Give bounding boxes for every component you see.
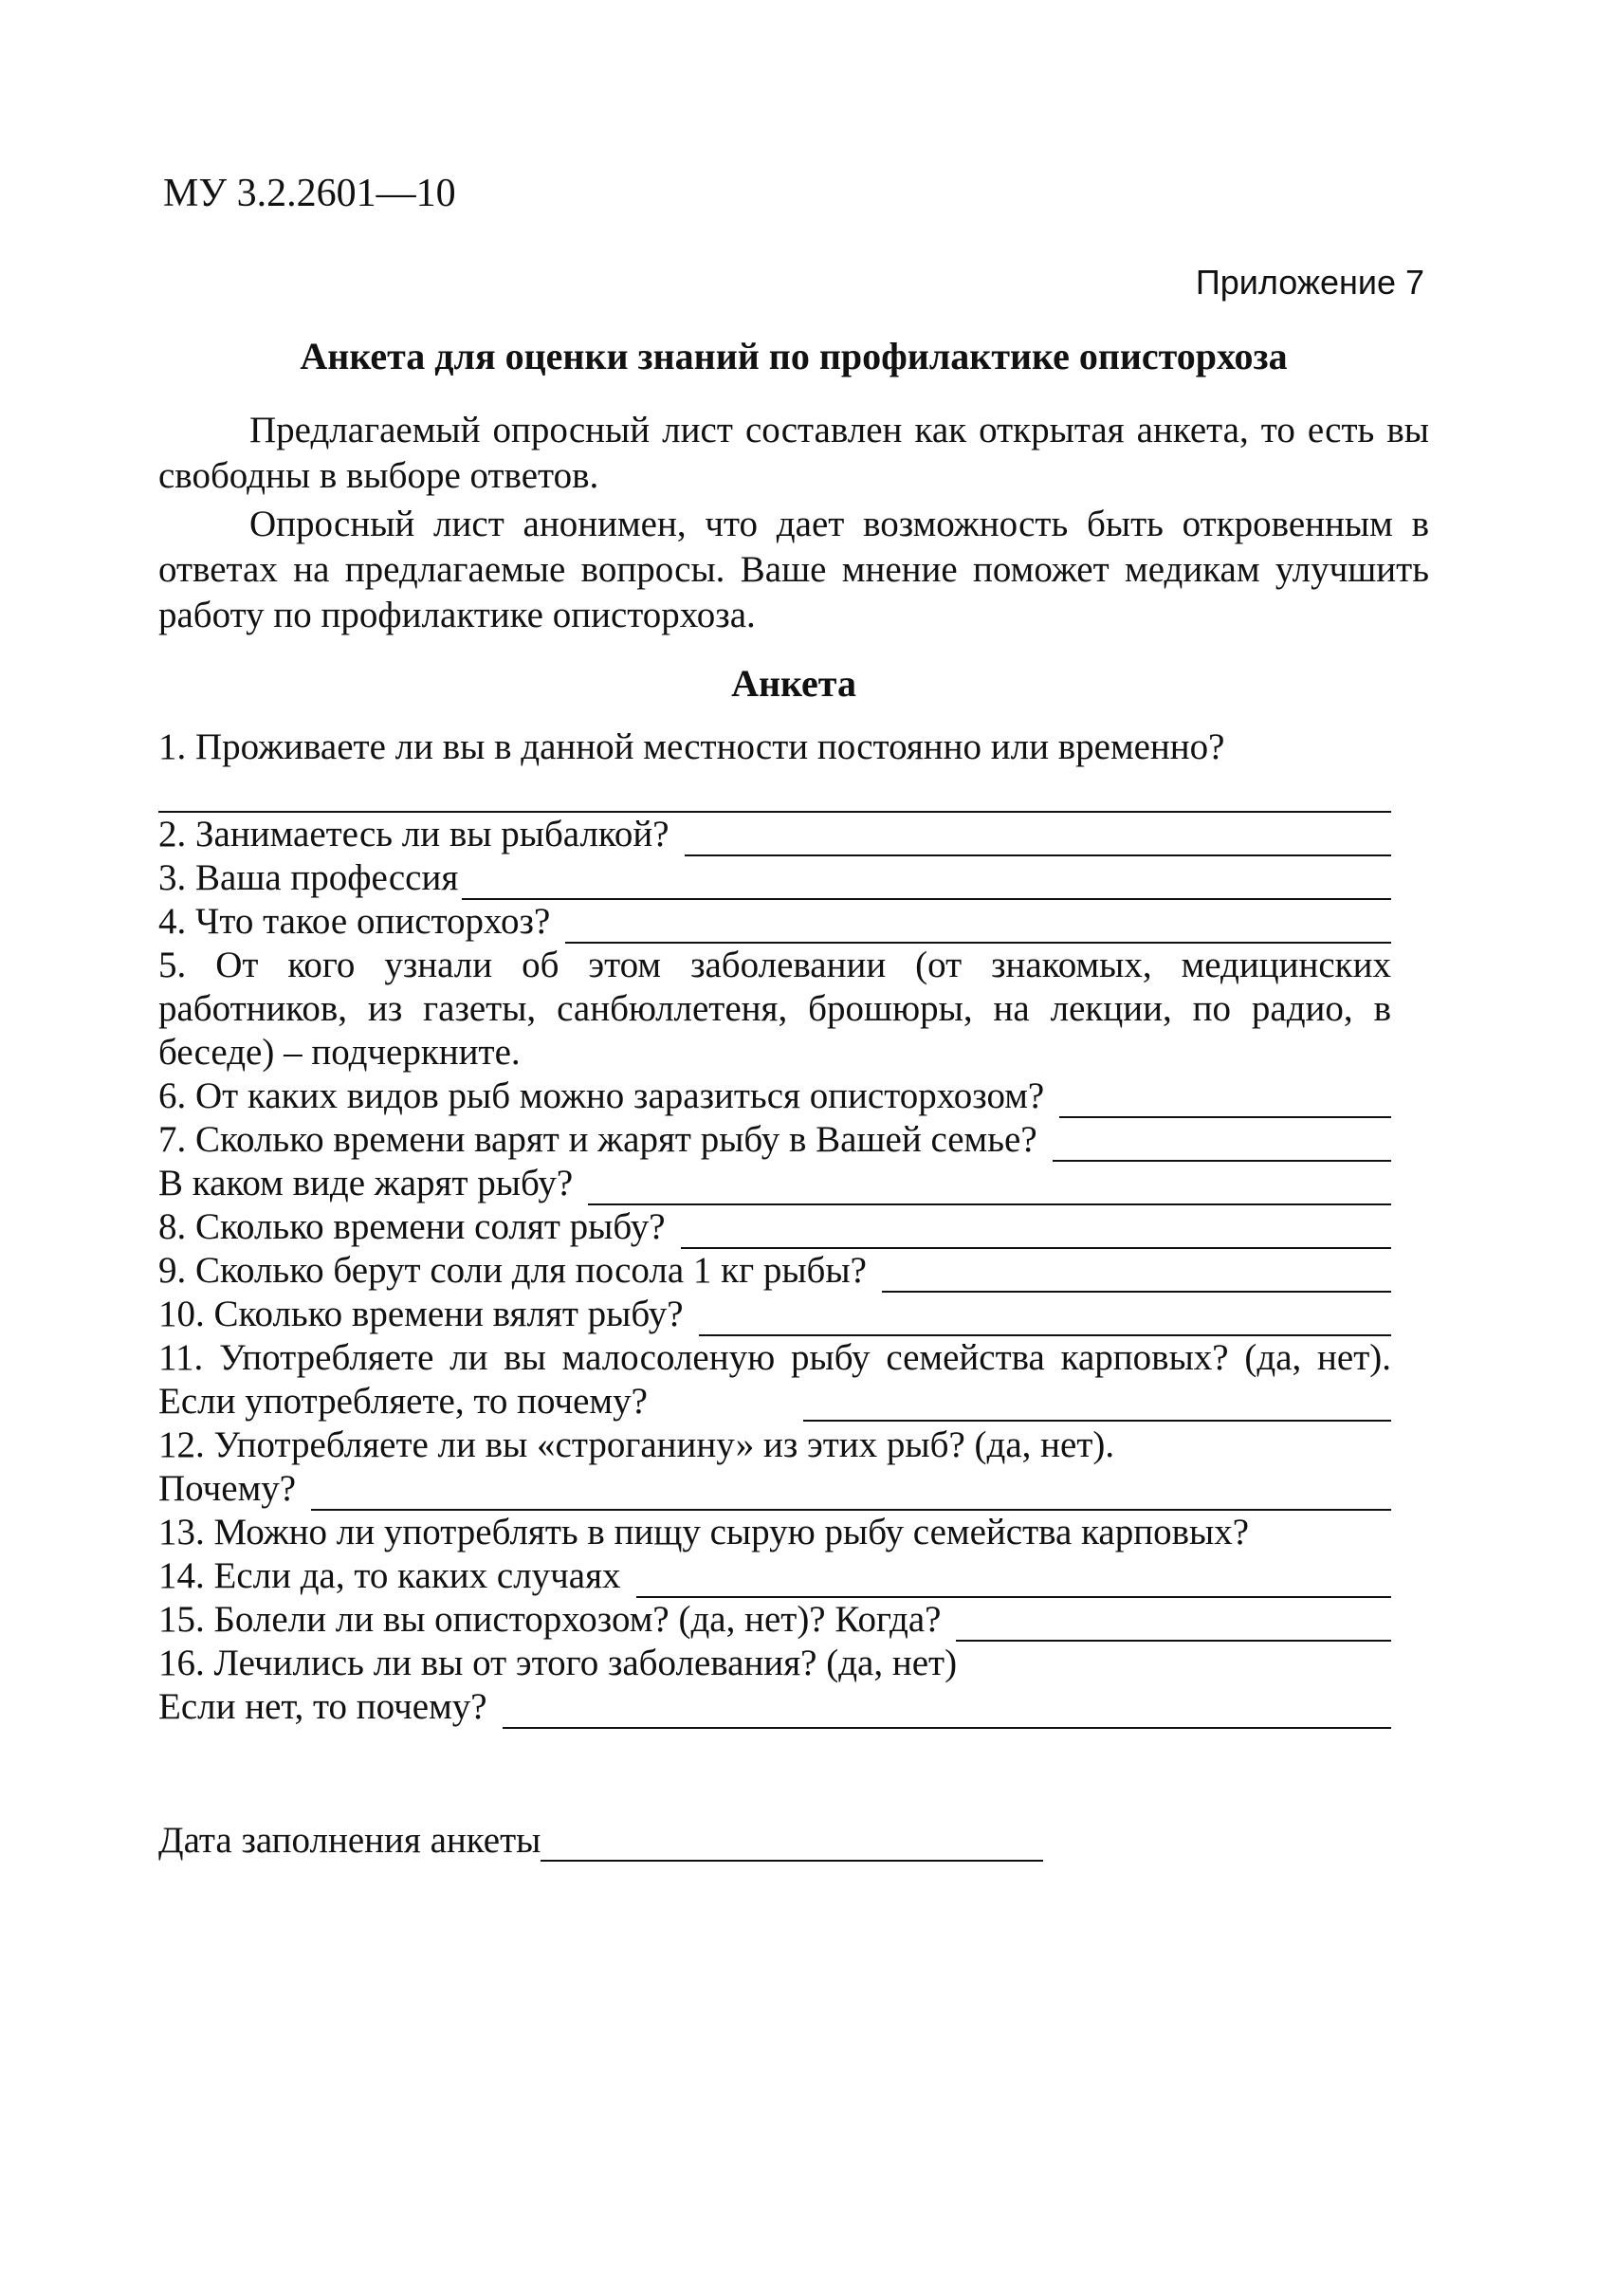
- questionnaire-heading: Анкета: [731, 662, 856, 705]
- answer-line-7b[interactable]: [588, 1169, 1391, 1205]
- question-11-text: 11. Употребляете ли вы малосоленую рыбу семейства карповых? (да, нет). Если употребляете, то почему?: [158, 1337, 1391, 1422]
- intro-paragraph-2: Опросный лист анонимен, что дает возможность быть откровенным в ответах на предлагаемые вопросы. Ваше мнение поможет медикам улучшить работу по профилактике описторхоза.: [158, 504, 1429, 635]
- answer-line-4[interactable]: [565, 908, 1391, 944]
- question-12-text: 12. Употребляете ли вы «строганину» из этих рыб? (да, нет).: [158, 1424, 1115, 1465]
- answer-line-11[interactable]: [803, 1420, 1391, 1422]
- question-9-text: 9. Сколько берут соли для посола 1 кг рыбы?: [158, 1250, 867, 1291]
- intro-paragraph-1: Предлагаемый опросный лист составлен как открытая анкета, то есть вы свободны в выборе ответов.: [158, 410, 1429, 496]
- question-14-text: 14. Если да, то каких случаях: [158, 1555, 621, 1596]
- question-12b: [158, 1467, 1429, 1511]
- question-16-text: 16. Лечились ли вы от этого заболевания? (да, нет): [158, 1643, 958, 1683]
- question-4-text: 4. Что такое описторхоз?: [158, 901, 551, 942]
- question-15: [158, 1598, 1429, 1642]
- fill-date-label: Дата заполнения анкеты: [158, 1820, 541, 1861]
- answer-line-10[interactable]: [699, 1300, 1391, 1336]
- question-10: [158, 1293, 1429, 1336]
- answer-line-7[interactable]: [1053, 1126, 1391, 1162]
- answer-line-16[interactable]: [503, 1693, 1391, 1729]
- questions-list: [158, 726, 1429, 1729]
- question-7b: [158, 1162, 1429, 1205]
- answer-line-6[interactable]: [1059, 1082, 1391, 1118]
- question-16: [158, 1642, 1429, 1685]
- question-1-answer-row: [158, 769, 1429, 813]
- question-13-text: 13. Можно ли употреблять в пищу сырую рыбу семейства карповых?: [158, 1512, 1250, 1552]
- question-1: [158, 726, 1429, 769]
- page-title: Анкета для оценки знаний по профилактике описторхоза: [300, 335, 1288, 377]
- answer-line-14[interactable]: [636, 1562, 1391, 1598]
- question-7: [158, 1118, 1429, 1162]
- question-8: [158, 1205, 1429, 1249]
- question-11: [158, 1336, 1429, 1424]
- question-16b-text: Если нет, то почему?: [158, 1686, 487, 1727]
- question-8-text: 8. Сколько времени солят рыбу?: [158, 1206, 666, 1247]
- appendix-label: Приложение 7: [1195, 263, 1424, 302]
- question-16b: [158, 1685, 1429, 1729]
- fill-date-row: [158, 1819, 1043, 1862]
- question-7-text: 7. Сколько времени варят и жарят рыбу в Вашей семье?: [158, 1119, 1037, 1160]
- question-7b-text: В каком виде жарят рыбу?: [158, 1163, 574, 1203]
- answer-line-8[interactable]: [681, 1213, 1392, 1249]
- answer-line-9[interactable]: [882, 1257, 1391, 1293]
- question-5-text: 5. От кого узнали об этом заболевании (от знакомых, медицинских работников, из газеты, санбюллетеня, брошюры, на лекции, по радио, в беседе) – подчеркните.: [158, 945, 1391, 1073]
- question-15-text: 15. Болели ли вы описторхозом? (да, нет)? Когда?: [158, 1599, 942, 1640]
- question-6: [158, 1075, 1429, 1118]
- question-10-text: 10. Сколько времени вялят рыбу?: [158, 1294, 684, 1334]
- question-6-text: 6. От каких видов рыб можно заразиться описторхозом?: [158, 1075, 1045, 1116]
- question-12b-text: Почему?: [158, 1468, 297, 1509]
- question-2: [158, 813, 1429, 856]
- document-code: МУ 3.2.2601—10: [163, 172, 456, 215]
- answer-line-3[interactable]: [462, 864, 1391, 900]
- question-3: [158, 856, 1429, 900]
- question-2-text: 2. Занимаетесь ли вы рыбалкой?: [158, 814, 669, 854]
- question-14: [158, 1554, 1429, 1598]
- answer-line-1[interactable]: [158, 777, 1391, 813]
- answer-line-2[interactable]: [685, 820, 1391, 856]
- question-13: [158, 1511, 1429, 1554]
- answer-line-15[interactable]: [956, 1606, 1391, 1642]
- question-1-text: 1. Проживаете ли вы в данной местности постоянно или временно?: [158, 726, 1225, 767]
- answer-line-12[interactable]: [311, 1475, 1391, 1511]
- question-9: [158, 1249, 1429, 1293]
- intro-text: [158, 408, 1429, 641]
- fill-date-line[interactable]: [541, 1826, 1043, 1862]
- question-4: [158, 900, 1429, 944]
- question-3-text: 3. Ваша профессия: [158, 857, 459, 898]
